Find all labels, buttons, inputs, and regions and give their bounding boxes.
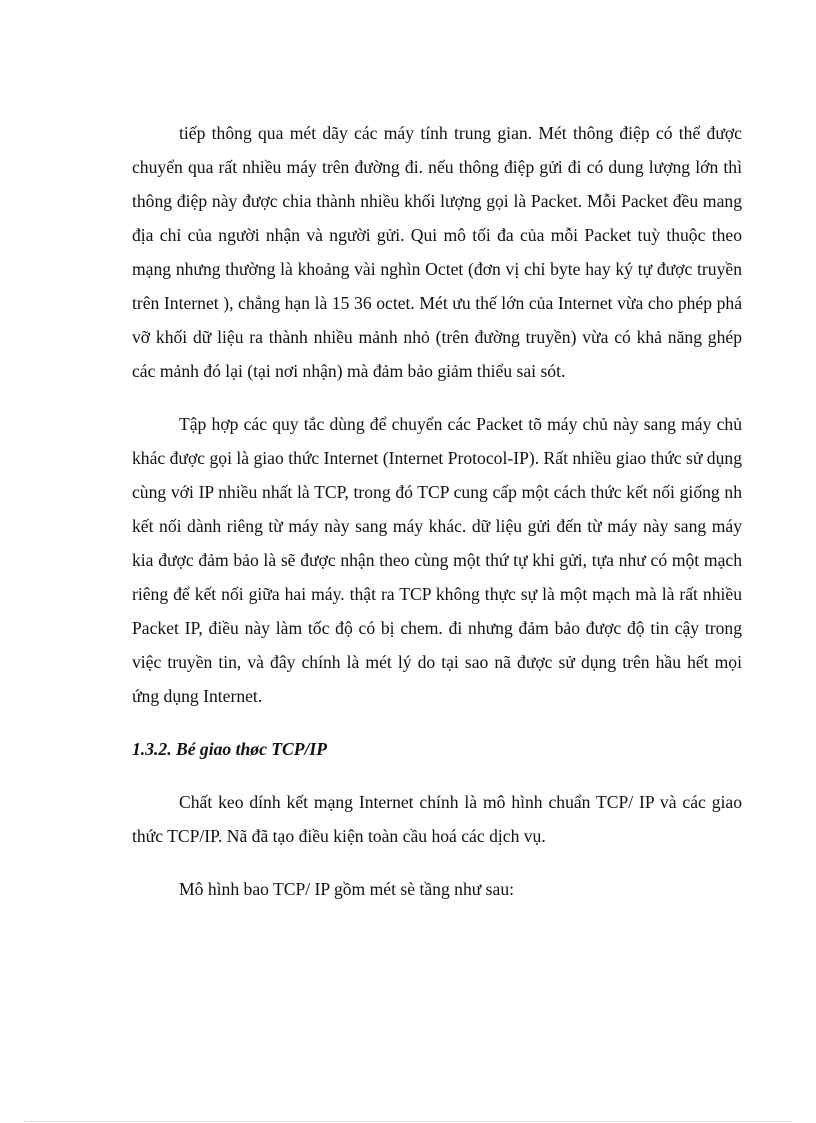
section-heading-tcpip: 1.3.2. Bé giao thøc TCP/IP	[132, 739, 327, 759]
paragraph-internet-protocol: Tập hợp các quy tắc dùng để chuyển các Packet tõ máy chủ này sang máy chủ khác được gọi là giao thức Internet (Internet Protocol-IP). Rất nhiều giao thức sử dụng cùng với IP nhiều nhất là TCP, trong đó TCP cung cấp một cách thức kết nối giống nh kết nối dành riêng từ máy này sang máy khác. dữ liệu gửi đến từ máy này sang máy kia được đảm bảo là sẽ được nhận theo cùng một thứ tự khi gửi, tựa như có một mạch riêng để kết nối giữa hai máy. thật ra TCP không thực sự là một mạch mà là rất nhiều Packet IP, điều này làm tốc độ có bị chem. đi nhưng đảm bảo được độ tin cậy trong việc truyền tin, và đây chính là mét lý do tại sao nã được sử dụng trên hầu hết mọi ứng dụng Internet.	[132, 414, 742, 706]
document-body	[132, 116, 742, 906]
page-bottom-divider	[24, 1121, 792, 1122]
paragraph-tcpip-model: Chất keo dính kết mạng Internet chính là mô hình chuẩn TCP/ IP và các giao thức TCP/IP. Nã đã tạo điều kiện toàn cầu hoá các dịch vụ.	[132, 792, 742, 846]
paragraph-spacer	[132, 766, 742, 785]
paragraph-spacer	[132, 713, 742, 732]
paragraph-spacer	[132, 853, 742, 872]
paragraph-packet-transfer: tiếp thông qua mét dãy các máy tính trung gian. Mét thông điệp có thể được chuyển qua rất nhiều máy trên đường đi. nếu thông điệp gửi đi có dung lượng lớn thì thông điệp này được chia thành nhiều khối lượng gọi là Packet. Mỗi Packet đều mang địa chỉ của người nhận và người gửi. Qui mô tối đa của mỗi Packet tuỳ thuộc theo mạng nhưng thường là khoảng vài nghìn Octet (đơn vị chỉ byte hay ký tự được truyền trên Internet ), chẳng hạn là 15 36 octet. Mét ưu thế lớn của Internet vừa cho phép phá vỡ khối dữ liệu ra thành nhiều mảnh nhỏ (trên đường truyền) vừa có khả năng ghép các mảnh đó lại (tại nơi nhận) mà đảm bảo giảm thiểu sai sót.	[132, 123, 742, 381]
paragraph-layers-intro: Mô hình bao TCP/ IP gồm mét sè tầng như sau:	[179, 879, 515, 899]
paragraph-spacer	[132, 388, 742, 407]
